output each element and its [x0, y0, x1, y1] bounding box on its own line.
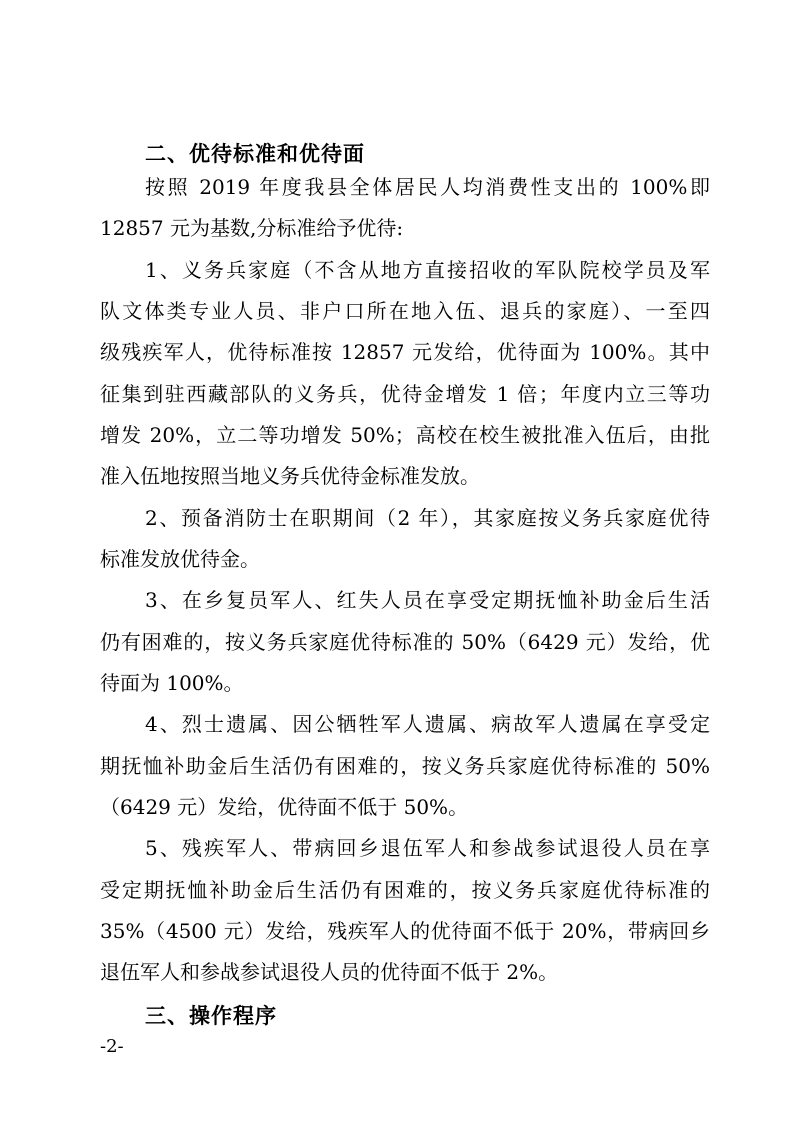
- paragraph-line: 征集到驻西藏部队的义务兵，优待金增发 1 倍；年度内立三等功: [100, 382, 710, 406]
- paragraph-line: 1、义务兵家庭（不含从地方直接招收的军队院校学员及军: [145, 258, 710, 282]
- paragraph-line: 准入伍地按照当地义务兵优待金标准发放。: [100, 464, 480, 488]
- section-heading-3: 三、操作程序: [145, 1004, 277, 1028]
- paragraph-line: 退伍军人和参战参试退役人员的优待面不低于 2%。: [100, 960, 559, 984]
- section-heading-2: 二、优待标准和优待面: [145, 142, 365, 166]
- paragraph-line: 队文体类专业人员、非户口所在地入伍、退兵的家庭）、一至四: [100, 299, 710, 323]
- paragraph-line: 4、烈士遗属、因公牺牲军人遗属、病故军人遗属在享受定: [145, 712, 710, 736]
- paragraph-line: 按照 2019 年度我县全体居民人均消费性支出的 100%即: [145, 175, 710, 199]
- paragraph-line: 增发 20%，立二等功增发 50%；高校在校生被批准入伍后，由批: [100, 423, 710, 447]
- paragraph-line: 5、残疾军人、带病回乡退伍军人和参战参试退役人员在享: [145, 836, 710, 860]
- paragraph-line: 标准发放优待金。: [100, 547, 260, 571]
- paragraph-line: 12857 元为基数,分标准给予优待:: [100, 216, 404, 240]
- page-number: -2-: [100, 1036, 124, 1057]
- paragraph-line: 3、在乡复员军人、红失人员在享受定期抚恤补助金后生活: [145, 588, 710, 612]
- paragraph-line: 期抚恤补助金后生活仍有困难的，按义务兵家庭优待标准的 50%: [100, 754, 710, 778]
- paragraph-line: （6429 元）发给，优待面不低于 50%。: [100, 795, 469, 819]
- paragraph-line: 受定期抚恤补助金后生活仍有困难的，按义务兵家庭优待标准的: [100, 878, 710, 902]
- paragraph-line: 仍有困难的，按义务兵家庭优待标准的 50%（6429 元）发给，优: [100, 630, 710, 654]
- paragraph-line: 2、预备消防士在职期间（2 年），其家庭按义务兵家庭优待: [145, 506, 710, 530]
- paragraph-line: 待面为 100%。: [100, 671, 244, 695]
- paragraph-line: 级残疾军人，优待标准按 12857 元发给，优待面为 100%。其中: [100, 340, 710, 364]
- paragraph-line: 35%（4500 元）发给，残疾军人的优待面不低于 20%，带病回乡: [100, 919, 710, 943]
